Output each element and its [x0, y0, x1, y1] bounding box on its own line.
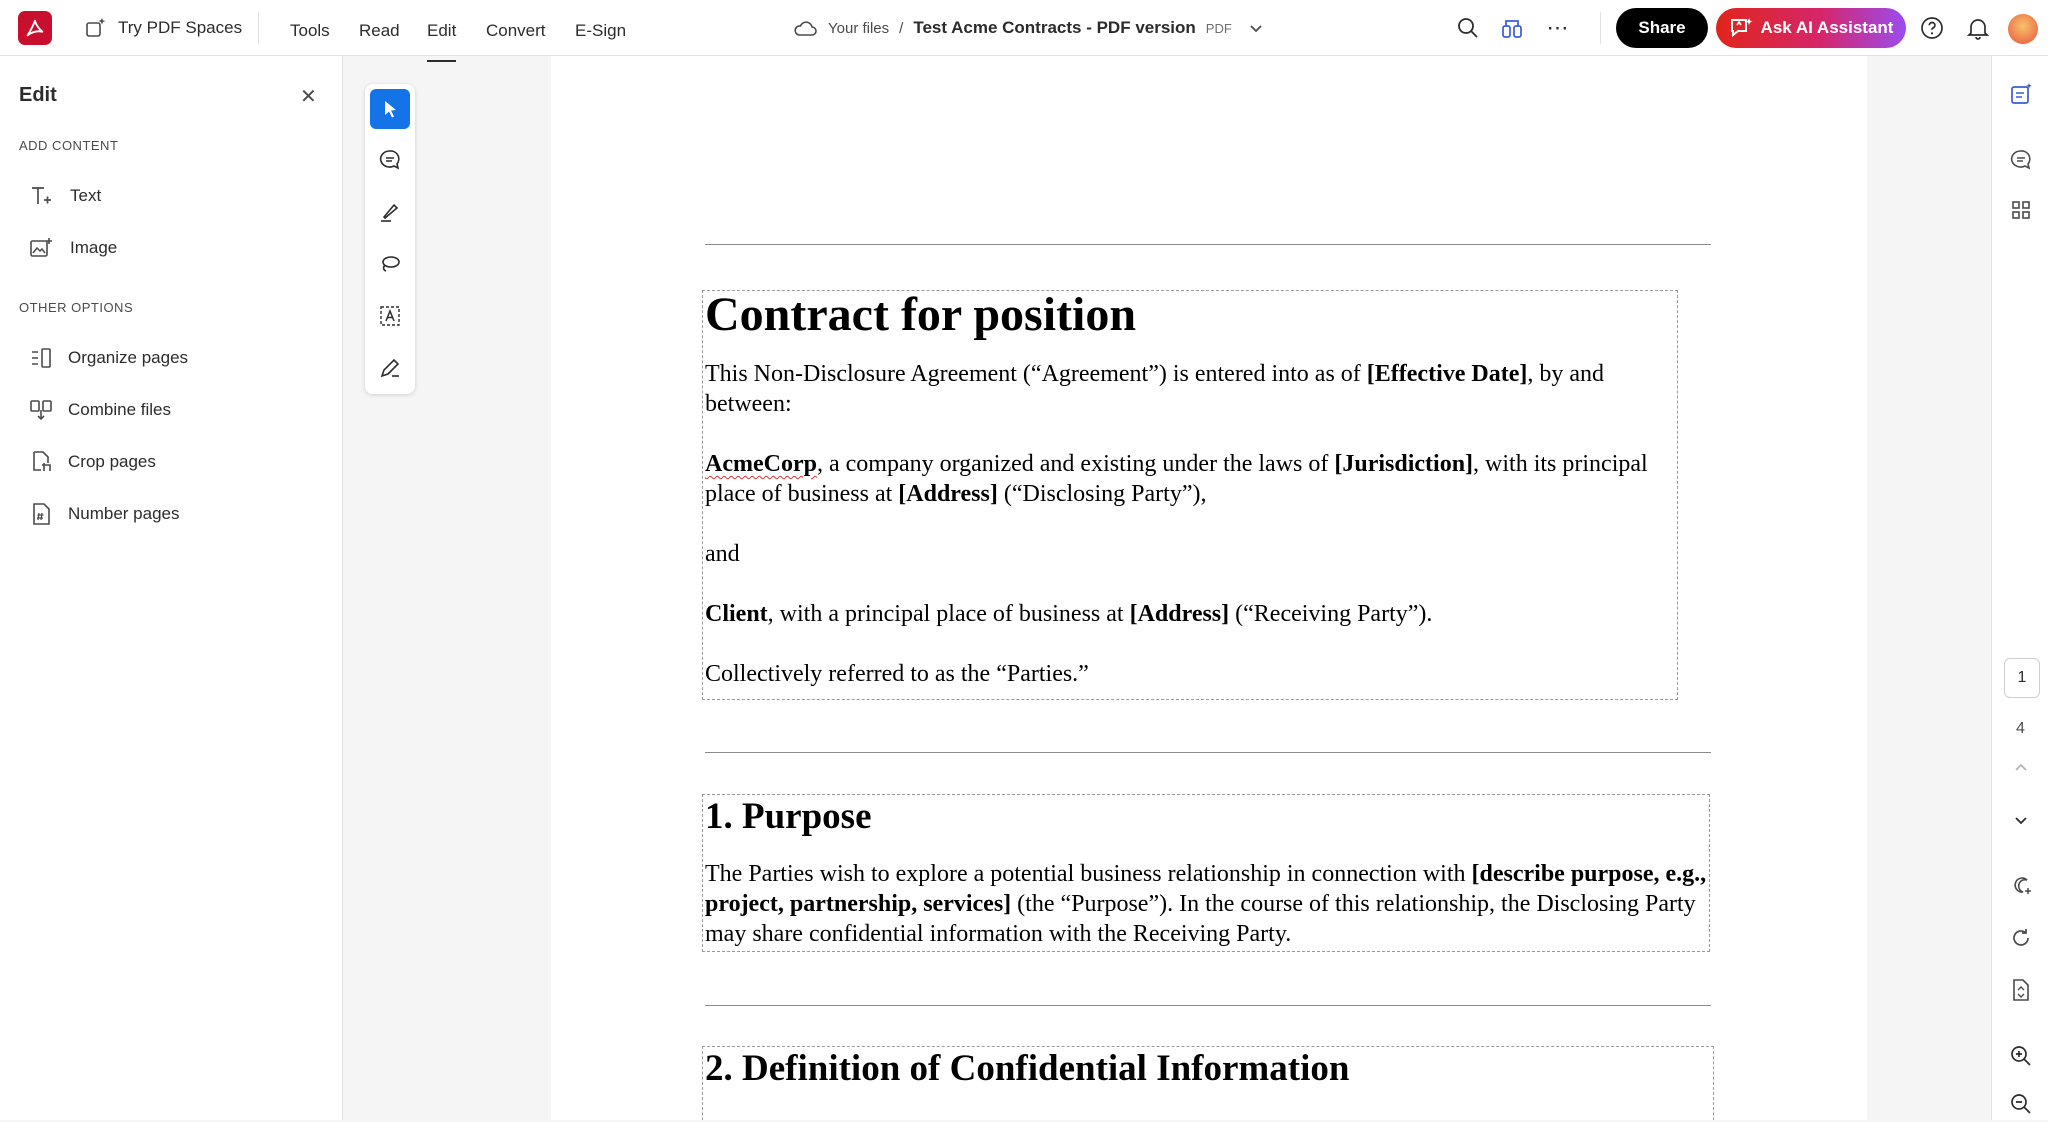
comment-icon [378, 148, 402, 172]
page-scroll-button[interactable] [1992, 972, 2048, 1008]
zoom-out-button[interactable] [1992, 1086, 2048, 1122]
crop-pages-label: Crop pages [68, 452, 156, 471]
highlight-tool[interactable] [370, 192, 410, 232]
document-type-badge: PDF [1205, 20, 1232, 36]
organize-pages-button[interactable] [28, 343, 188, 373]
ask-ai-assistant-label: Ask AI Assistant [1760, 18, 1894, 37]
panel-title: Edit [19, 84, 57, 106]
party-one-paragraph[interactable]: AcmeCorp, a company organized and existing under the laws of [Jurisdiction], with its principal place of business at [Address] (“Disclosing Party”), [705, 451, 1648, 507]
crop-pages-button[interactable] [28, 447, 156, 477]
tab-tools[interactable]: Tools [290, 21, 330, 40]
breadcrumb-separator: / [899, 19, 904, 37]
close-panel-button[interactable] [300, 84, 317, 109]
next-page-button[interactable] [1992, 802, 2048, 838]
notifications-button[interactable] [1962, 12, 1994, 44]
previous-page-button[interactable] [1992, 750, 2048, 786]
close-icon: ✕ [300, 86, 317, 108]
cloud-icon [792, 18, 818, 38]
add-content-heading: ADD CONTENT [19, 138, 119, 153]
comment-tool[interactable] [370, 140, 410, 180]
adobe-acrobat-logo[interactable] [18, 11, 52, 45]
more-options-button[interactable] [1542, 12, 1574, 44]
quick-tools-rail [365, 84, 415, 394]
document-scroll-icon [2010, 978, 2032, 1002]
tab-convert[interactable]: Convert [486, 21, 546, 40]
editable-text-block[interactable] [702, 794, 1710, 952]
help-icon [1920, 16, 1944, 40]
number-pages-button[interactable] [28, 499, 180, 529]
tab-edit[interactable]: Edit [427, 0, 456, 62]
text-box-icon [378, 304, 402, 328]
zoom-in-button[interactable] [1992, 1038, 2048, 1074]
collectively-paragraph[interactable]: Collectively referred to as the “Parties.” [705, 661, 1089, 687]
theme-toggle-button[interactable] [1992, 868, 2048, 904]
horizontal-rule [705, 1005, 1711, 1006]
contract-title[interactable]: Contract for position [705, 288, 1137, 341]
chevron-up-icon [2012, 759, 2030, 777]
compare-icon [1500, 16, 1524, 40]
sun-moon-icon [2009, 874, 2033, 898]
document-page [551, 56, 1867, 1120]
combine-files-label: Combine files [68, 400, 171, 419]
chevron-down-icon[interactable] [1248, 20, 1264, 36]
try-pdf-spaces-button[interactable] [84, 0, 242, 56]
add-image-label: Image [70, 238, 118, 257]
add-text-label: Text [70, 186, 102, 205]
horizontal-rule [705, 752, 1711, 753]
top-bar [0, 0, 2048, 56]
chevron-down-icon [2012, 811, 2030, 829]
try-pdf-spaces-label: Try PDF Spaces [118, 18, 243, 37]
current-page-input[interactable]: 1 [2004, 658, 2040, 698]
document-ai-icon [2009, 82, 2033, 106]
pen-sign-icon [378, 356, 402, 380]
organize-pages-label: Organize pages [68, 348, 189, 367]
lasso-icon [378, 252, 402, 276]
highlighter-icon [378, 200, 402, 224]
intro-paragraph[interactable]: This Non-Disclosure Agreement (“Agreement”) is entered into as of [Effective Date], by and between: [705, 361, 1605, 417]
zoom-in-icon [2010, 1045, 2032, 1067]
tab-read[interactable]: Read [359, 21, 400, 40]
select-tool[interactable] [370, 89, 410, 129]
search-button[interactable] [1452, 12, 1484, 44]
right-rail [1991, 56, 2048, 1120]
add-text-icon [28, 183, 54, 209]
spaces-icon [84, 16, 108, 40]
sign-tool[interactable] [370, 348, 410, 388]
section-1-heading[interactable]: 1. Purpose [705, 796, 872, 837]
editable-text-block[interactable] [702, 290, 1678, 700]
rotate-icon [2010, 927, 2032, 949]
document-tools-button[interactable] [1992, 76, 2048, 112]
thumbnails-button[interactable] [1992, 192, 2048, 228]
draw-tool[interactable] [370, 244, 410, 284]
document-title[interactable]: Test Acme Contracts - PDF version [913, 18, 1196, 37]
divider [1600, 12, 1601, 44]
edit-panel [0, 56, 343, 1120]
add-image-icon [28, 235, 54, 261]
add-text-button[interactable] [28, 181, 101, 211]
breadcrumb-your-files[interactable]: Your files [828, 19, 890, 37]
grid-icon [2010, 199, 2032, 221]
ask-ai-assistant-button[interactable] [1716, 8, 1906, 48]
other-options-heading: OTHER OPTIONS [19, 300, 134, 315]
bell-icon [1967, 16, 1989, 40]
compare-button[interactable] [1496, 12, 1528, 44]
more-icon: ⋯ [1546, 15, 1570, 40]
spellcheck-word: AcmeCorp [705, 451, 817, 477]
search-icon [1457, 17, 1479, 39]
total-pages: 4 [2016, 720, 2025, 737]
acrobat-icon [24, 17, 46, 39]
help-button[interactable] [1916, 12, 1948, 44]
editable-text-block[interactable] [702, 1046, 1714, 1120]
divider [258, 12, 259, 44]
tab-e-sign[interactable]: E-Sign [575, 21, 627, 40]
section-2-heading[interactable]: 2. Definition of Confidential Information [705, 1048, 1350, 1089]
horizontal-rule [705, 244, 1711, 245]
crop-pages-icon [28, 449, 54, 475]
comment-icon [2009, 148, 2033, 172]
section-1-paragraph[interactable]: The Parties wish to explore a potential business relationship in connection with [describe purpose, e.g., project, partnership, services] (the “Purpose”). In the course of this relationship, the Disclosing Party may share confidential information with the Receiving Party. [705, 861, 1707, 947]
number-pages-icon [28, 501, 54, 527]
organize-pages-icon [28, 345, 54, 371]
avatar[interactable] [2008, 14, 2038, 44]
combine-files-button[interactable] [28, 395, 171, 425]
rotate-button[interactable] [1992, 920, 2048, 956]
combine-files-icon [28, 397, 54, 423]
cursor-icon [380, 99, 400, 119]
party-two-paragraph[interactable]: Client, with a principal place of business at [Address] (“Receiving Party”). [705, 601, 1433, 627]
and-paragraph[interactable]: and [705, 541, 740, 567]
add-image-button[interactable] [28, 233, 117, 263]
ai-assistant-icon [1729, 16, 1755, 40]
zoom-out-icon [2010, 1093, 2032, 1115]
breadcrumb [792, 0, 1264, 56]
share-button[interactable]: Share [1616, 8, 1708, 48]
text-box-tool[interactable] [370, 296, 410, 336]
number-pages-label: Number pages [68, 504, 180, 523]
comments-button[interactable] [1992, 142, 2048, 178]
